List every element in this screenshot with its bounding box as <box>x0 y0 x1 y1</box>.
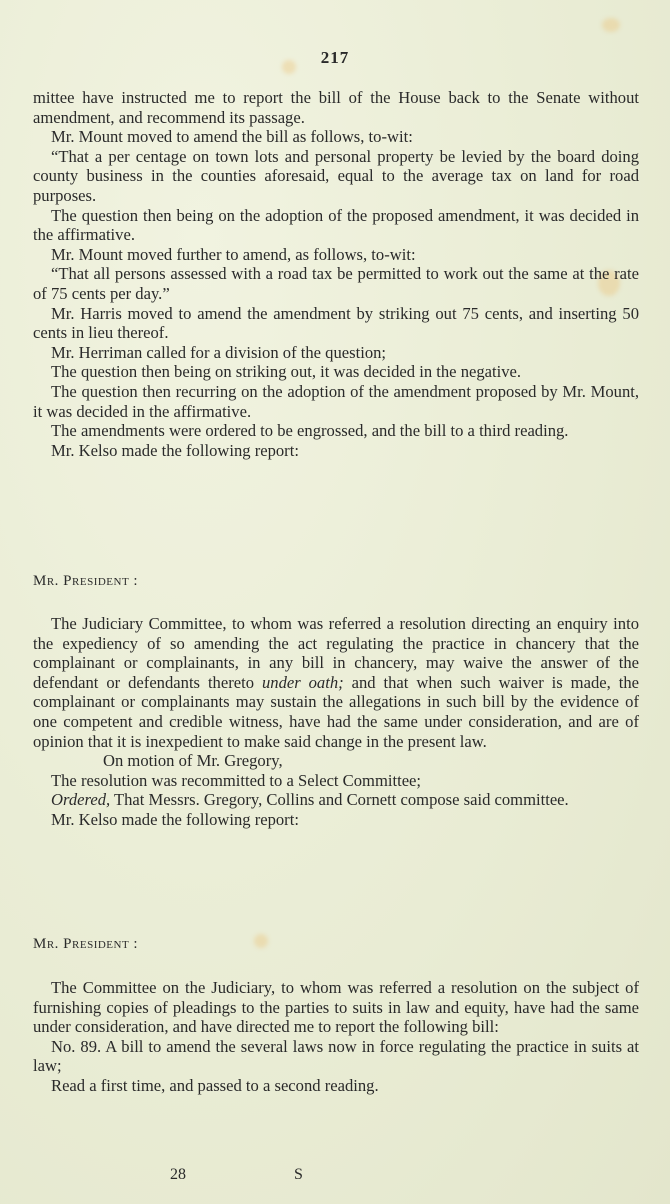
paragraph: “That a per centage on town lots and personal property be levied by the board doing county business in the counties aforesaid, equal to the average tax on land for road purposes. <box>33 146 639 205</box>
proceedings-text <box>33 88 639 460</box>
paragraph: Mr. Mount moved to amend the bill as follows, to-wit: <box>51 127 413 147</box>
paragraph: Mr. Herriman called for a division of the question; <box>51 342 387 362</box>
ordered-text: That Messrs. Gregory, Collins and Cornett compose said committee. <box>110 790 569 810</box>
judiciary-report-1 <box>33 614 639 830</box>
report-emphasis: under oath; <box>261 672 344 692</box>
paragraph: Mr. Mount moved further to amend, as follows, to-wit: <box>51 244 416 264</box>
paragraph: “That all persons assessed with a road tax be permitted to work out the same at the rate of 75 cents per day.” <box>33 264 639 303</box>
report-paragraph <box>33 614 639 751</box>
report-text: The Judiciary Committee, to whom was referred a resolution directing an enquiry into the expediency of so amending the act regulating the practice in chancery that the complainant or complainants, in any bill in chancery, may waive the answer of the defendant or defendants thereto <box>33 614 639 692</box>
signature-letter: S <box>294 1166 303 1183</box>
paragraph: Mr. Harris moved to amend the amendment by striking out 75 cents, and inserting 50 cents in lieu thereof. <box>33 303 639 343</box>
salutation: Mr. President : <box>33 936 139 952</box>
paragraph: Mr. Kelso made the following report: <box>51 440 299 460</box>
paper-stain <box>602 18 620 32</box>
ordered-paragraph <box>33 790 639 810</box>
paragraph: mittee have instructed me to report the bill of the House back to the Senate without amendment, and recommend its passage. <box>33 88 639 127</box>
bill-line: No. 89. A bill to amend the several laws now in force regulating the practice in suits at law; <box>33 1036 639 1076</box>
report-paragraph: The Committee on the Judiciary, to whom was referred a resolution on the subject of furnishing copies of pleadings to the parties to suits in law and equity, have had the same under consideration, and have directed me to report the following bill: <box>33 978 639 1037</box>
page-number: 217 <box>320 48 350 67</box>
paragraph: The question then recurring on the adoption of the amendment proposed by Mr. Mount, it was decided in the affirmative. <box>33 381 639 421</box>
judiciary-report-2 <box>33 978 639 1096</box>
report-text: and that when such waiver is made, the complainant or complainants may sustain the allegations in such bill by the evidence of one competent and credible witness, have had the same under consideration, and are of opinion that it is inexpedient to make said change in the present law. <box>33 672 639 751</box>
paragraph: The amendments were ordered to be engrossed, and the bill to a third reading. <box>51 421 569 441</box>
salutation: Mr. President : <box>33 573 139 589</box>
signature-number: 28 <box>170 1166 186 1183</box>
motion-line: On motion of Mr. Gregory, <box>103 751 283 771</box>
kelso-report-line: Mr. Kelso made the following report: <box>51 809 299 829</box>
paragraph: The question then being on the adoption of the proposed amendment, it was decided in the affirmative. <box>33 205 639 245</box>
read-line: Read a first time, and passed to a second reading. <box>51 1075 379 1095</box>
paragraph: The question then being on striking out, it was decided in the negative. <box>51 362 522 382</box>
recommit-line: The resolution was recommitted to a Select Committee; <box>51 770 422 790</box>
ordered-emphasis: Ordered, <box>51 790 111 810</box>
